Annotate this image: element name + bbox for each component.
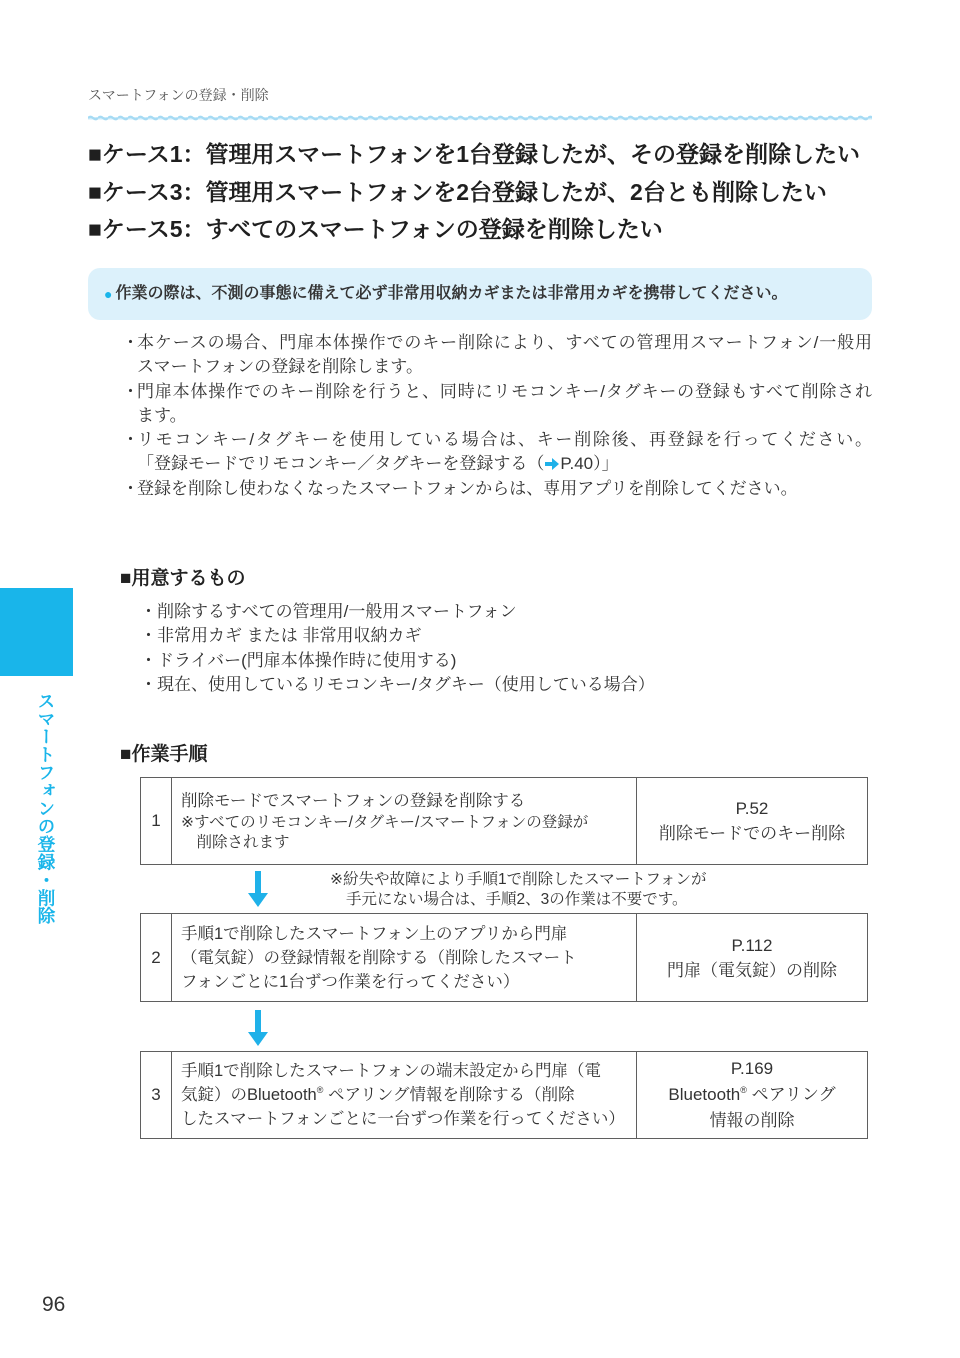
step-reference-title: 門扉（電気錠）の削除 [667, 960, 837, 980]
note-line: 本ケースの場合、門扉本体操作でのキー削除により、すべての管理用スマートフォン/一般用 [137, 333, 872, 352]
case-heading: ■ケース5：すべてのスマートフォンの登録を削除したい [88, 216, 663, 242]
step-description [172, 778, 637, 864]
reference-page: P.40 [560, 454, 594, 474]
note-item [122, 428, 872, 477]
step-reference-title: 削除モードでのキー削除 [658, 824, 846, 843]
step-reference-page: P.52 [735, 799, 769, 818]
note-bullet: ・ [122, 333, 139, 352]
note-body [137, 331, 872, 380]
case-heading: ■ケース1：管理用スマートフォンを1台登録したが、その登録を削除したい [88, 141, 861, 167]
arrow-down-icon [248, 1010, 268, 1046]
notice-bullet-icon: ● [104, 286, 113, 302]
note-line: 登録を削除し使わなくなったスマートフォンからは、専用アプリを削除してください。 [137, 478, 798, 498]
step-line: フォンごとに1台ずつ作業を行ってください） [181, 972, 520, 991]
step-row-1 [140, 777, 868, 865]
note-line: リモコンキー/タグキーを使用している場合は、キー削除後、再登録を行ってください。 [137, 430, 872, 450]
step-description [172, 1052, 637, 1138]
registered-mark: ® [740, 1085, 747, 1095]
prep-item: ・非常用カギ または 非常用収納カギ [140, 626, 422, 646]
header-divider [88, 114, 872, 122]
note-bullet: ・ [122, 478, 139, 498]
side-tab-label: スマートフォンの登録・削除 [36, 692, 56, 925]
page-number: 96 [42, 1293, 66, 1316]
step-line [181, 1083, 632, 1107]
prep-title: ■用意するもの [120, 568, 246, 589]
prep-list [140, 600, 655, 697]
step-line-text: ペアリング情報を削除する（削除 [323, 1086, 575, 1104]
step-reference-page: P.112 [731, 935, 773, 955]
step-reference-title [668, 1082, 835, 1108]
section-header: スマートフォンの登録・削除 [88, 87, 269, 103]
side-tab-marker [0, 588, 73, 676]
note-item [122, 477, 872, 501]
notice-box [88, 268, 872, 320]
skip-note-line: ※紛失や故障により手順1で削除したスマートフォンが [330, 871, 707, 888]
step-line: したスマートフォンごとに一台ずつ作業を行ってください） [181, 1110, 625, 1128]
prep-item: ・現在、使用しているリモコンキー/タグキー（使用している場合） [140, 674, 655, 694]
note-bullet: ・ [122, 430, 139, 450]
step-reference [637, 778, 867, 864]
note-line: ます。 [137, 405, 187, 425]
step-number: 3 [141, 1052, 172, 1138]
step-reference-page: P.169 [730, 1059, 774, 1078]
arrow-down-icon [248, 871, 268, 907]
step-description [172, 914, 637, 1001]
step-row-3 [140, 1051, 868, 1139]
registered-mark: ® [316, 1085, 324, 1095]
notes-list [122, 331, 872, 501]
note-line: 門扉本体操作でのキー削除を行うと、同時にリモコンキー/タグキーの登録もすべて削除され [137, 381, 872, 401]
notice-text: 作業の際は、不測の事態に備えて必ず非常用収納カギまたは非常用カギを携帯してください。 [115, 285, 788, 302]
step-line: 手順1で削除したスマートフォン上のアプリから門扉 [181, 924, 568, 943]
step-number: 2 [141, 914, 172, 1001]
note-item [122, 331, 872, 380]
note-line: スマートフォンの登録を削除します。 [137, 357, 423, 377]
note-body [137, 477, 872, 501]
step-reference-text: ペアリング [746, 1085, 836, 1104]
case-heading: ■ケース3：管理用スマートフォンを2台登録したが、2台とも削除したい [88, 178, 827, 205]
step-reference-title: 情報の削除 [709, 1111, 795, 1130]
step-sub-note-line: 削除されます [196, 834, 290, 851]
note-reference [137, 452, 872, 476]
note-body [137, 380, 872, 429]
step-row-2 [140, 913, 868, 1002]
step-reference [637, 914, 867, 1001]
procedure-title: ■作業手順 [120, 744, 208, 765]
step-sub-note-line: ※すべてのリモコンキー/タグキー/スマートフォンの登録が [181, 814, 589, 831]
arrow-right-icon [545, 458, 559, 470]
step-reference-text: Bluetooth [668, 1085, 741, 1104]
step-sub-note [181, 813, 632, 853]
note-body [137, 428, 872, 477]
step-line-text: 気錠）のBluetooth [181, 1086, 317, 1104]
step-number: 1 [141, 778, 172, 864]
note-item [122, 380, 872, 429]
reference-suffix: ）」 [593, 454, 619, 474]
prep-item: ・削除するすべての管理用/一般用スマートフォン [140, 602, 517, 621]
case-headings [88, 136, 888, 249]
step-line: 手順1で削除したスマートフォンの端末設定から門扉（電 [181, 1062, 602, 1080]
note-bullet: ・ [122, 381, 139, 401]
step-line: 削除モードでスマートフォンの登録を削除する [181, 792, 526, 810]
prep-item: ・ドライバー(門扉本体操作時に使用する) [140, 650, 457, 670]
skip-note-line: 手元にない場合は、手順2、3の作業は不要です。 [346, 891, 688, 908]
reference-prefix: 「登録モードでリモコンキー／タグキーを登録する（ [137, 454, 545, 474]
step-line: （電気錠）の登録情報を削除する（削除したスマート [181, 948, 577, 967]
skip-note [330, 870, 707, 910]
step-reference [637, 1052, 867, 1138]
